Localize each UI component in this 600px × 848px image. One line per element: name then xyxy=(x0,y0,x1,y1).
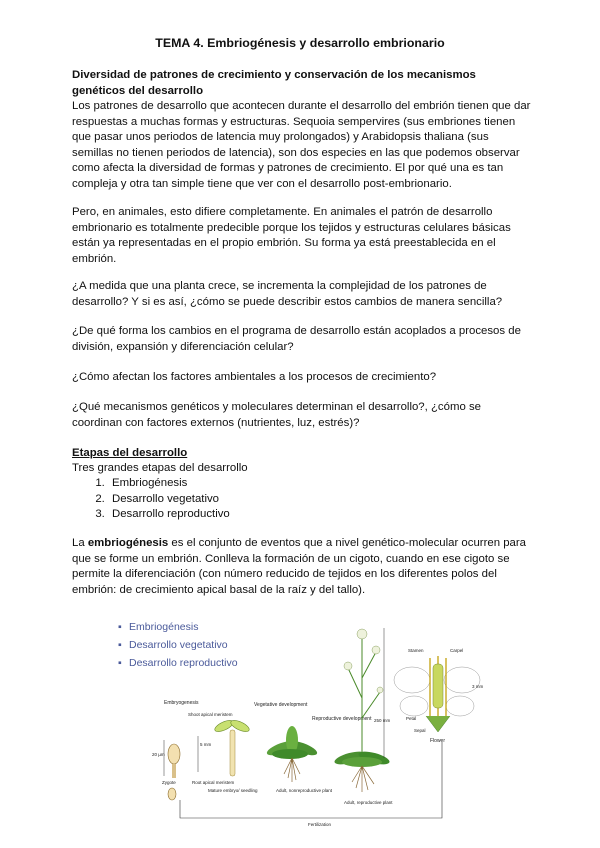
section2-heading: Etapas del desarrollo xyxy=(72,447,188,459)
question-2: ¿De qué forma los cambios en el programa de desarrollo están acoplados a procesos de división, expansión y diferenciación celular? xyxy=(72,325,521,353)
figure-bullet-3: Desarrollo reproductivo xyxy=(129,657,238,669)
stage-item: 1. Embriogénesis xyxy=(108,476,532,492)
figure-bullet-1: Embriogénesis xyxy=(129,621,199,633)
question-4: ¿Qué mecanismos genéticos y moleculares determinan el desarrollo?, ¿cómo se coordinan con factores externos (nutrientes, luz, estrés)? xyxy=(72,401,481,429)
label-carpel: Carpel xyxy=(450,648,464,653)
embryogenesis-term: embriogénesis xyxy=(87,537,169,549)
stages-list xyxy=(72,476,532,523)
label-embryogenesis: Embryogenesis xyxy=(164,700,199,706)
label-20um: 20 µm xyxy=(152,752,165,757)
label-adult-nonreproductive: Adult, nonreproductive plant xyxy=(276,788,333,793)
suspensor-shape xyxy=(172,764,176,778)
label-zygote: Zygote xyxy=(162,780,176,785)
label-mature-embryo: Mature embryo/ seedling xyxy=(208,788,258,793)
figure-bullet-2: Desarrollo vegetativo xyxy=(129,639,228,651)
label-sepal: Sepal xyxy=(414,728,426,733)
development-figure xyxy=(112,608,492,832)
embryo-shape xyxy=(168,744,180,764)
stage-item: 2. Desarrollo vegetativo xyxy=(108,492,532,508)
label-3mm: 3 mm xyxy=(472,684,484,689)
label-250mm: 250 mm xyxy=(374,718,391,723)
development-diagram xyxy=(112,608,492,832)
question-1: ¿A medida que una planta crece, se incrementa la complejidad de los patrones de desarrollo? Y si es así, ¿cómo se puede describir estos cambios de manera sencilla? xyxy=(72,280,503,308)
stages-intro: Tres grandes etapas del desarrollo xyxy=(72,462,248,474)
paragraph-prefix: La xyxy=(72,537,88,549)
label-adult-reproductive: Adult, reproductive plant xyxy=(344,800,393,805)
embryogenesis-paragraph xyxy=(72,536,532,598)
stage-item: 3. Desarrollo reproductivo xyxy=(108,507,532,523)
section1-paragraph-2: Pero, en animales, esto difiere completamente. En animales el patrón de desarrollo embrionario es totalmente predecible porque los tejidos y estructuras celulares básicas están ya representadas en el propio embrión. Su forma ya está preestablecida en el embrión. xyxy=(72,206,511,265)
section1-heading: Diversidad de patrones de crecimiento y conservación de los mecanismos genéticos del desarrollo xyxy=(72,69,476,97)
bullet-marker: ▪ xyxy=(118,639,122,651)
label-root-apical-meristem: Root apical meristem xyxy=(192,780,235,785)
paragraph-rest: es el conjunto de eventos que a nivel genético-molecular ocurren para que se forme un embrión. Conlleva la formación de un cigoto, cuando en ese cigoto se permite la diferenciación (con número reducido de tejidos en los diferentes polos del embrión: de crecimiento apical basal de la raíz y del tallo). xyxy=(72,537,527,596)
label-stamen: Stamen xyxy=(408,648,424,653)
rosette-plant xyxy=(265,726,318,782)
bullet-marker: ▪ xyxy=(118,621,122,633)
label-flower: Flower xyxy=(430,738,446,744)
label-reproductive-development: Reproductive development xyxy=(312,716,372,722)
label-vegetative-development: Vegetative development xyxy=(254,702,308,708)
zygote-shape xyxy=(168,788,176,800)
question-3: ¿Cómo afectan los factores ambientales a los procesos de crecimiento? xyxy=(72,371,437,383)
section1-paragraph-1: Los patrones de desarrollo que acontecen durante el desarrollo del embrión tienen que dar respuestas a muchas formas y estructuras. Sequoia sempervires (sus embriones tienen que pasar unos periodos de latencia muy prolongados) y Arabidopsis thaliana (sus semillas no tienen periodos de latencia), son dos especies en las que podemos observar como afecta la diversidad de formas y patrones de crecimiento. El por qué una es tan compleja y otra tan simple tiene que ver con el desarrollo post-embrionario. xyxy=(72,100,531,190)
label-fertilization: Fertilization xyxy=(308,822,332,827)
figure-bullets xyxy=(118,621,238,669)
label-shoot-apical-meristem: Shoot apical meristem xyxy=(188,712,233,717)
flowering-plant xyxy=(333,629,390,792)
label-petal: Petal xyxy=(406,716,417,721)
label-5mm: 5 mm xyxy=(200,742,212,747)
bullet-marker: ▪ xyxy=(118,657,122,669)
page-title: TEMA 4. Embriogénesis y desarrollo embrionario xyxy=(155,36,445,50)
